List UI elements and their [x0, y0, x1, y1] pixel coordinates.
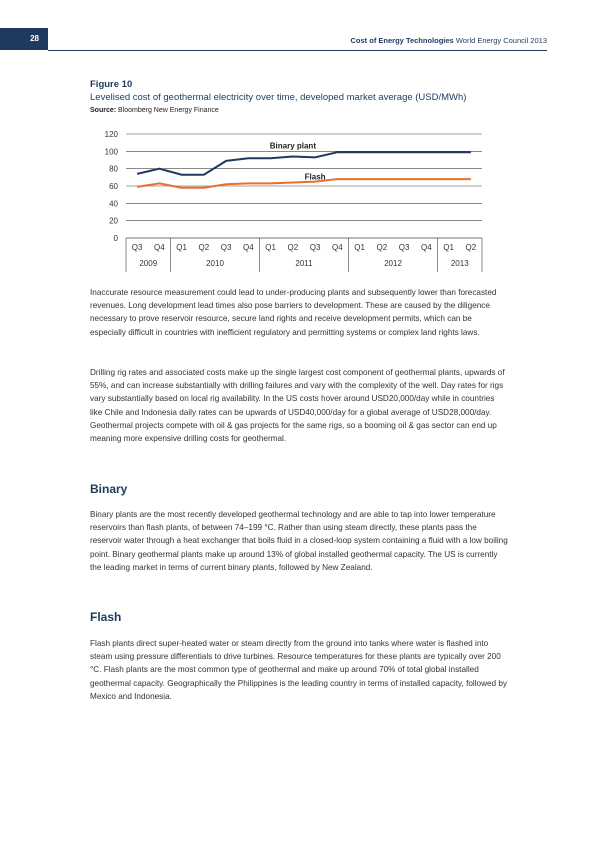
y-tick-label: 120 — [104, 130, 118, 139]
figure-source-text: Bloomberg New Energy Finance — [118, 107, 219, 114]
running-header — [351, 36, 547, 45]
y-tick-label: 20 — [109, 216, 118, 226]
page-number: 28 — [0, 28, 48, 50]
x-tick-label: Q3 — [398, 243, 410, 252]
heading-flash: Flash — [90, 610, 122, 624]
y-tick-label: 60 — [109, 182, 118, 191]
paragraph-flash: Flash plants direct super-heated water or steam directly from the ground into tanks where water is flashed into steam using pressure differentials to drive turbines. Resource temperatures for these plants are typically over 200 °C. Flash plants are the most common type of geothermal and make up around 70% of total global installed geothermal capacity. Geographically the Philippines is the leading country in terms of installed capacity, followed by Mexico and Indonesia. — [90, 639, 508, 701]
figure-title: Levelised cost of geothermal electricity over time, developed market average (USD/MWh) — [90, 92, 467, 103]
x-tick-label: Q2 — [198, 243, 210, 252]
x-tick-label: Q1 — [354, 243, 365, 252]
y-tick-label: 40 — [109, 199, 118, 209]
x-tick-label: Q1 — [265, 243, 276, 252]
running-title: Cost of Energy Technologies — [350, 36, 454, 45]
series-label: Flash — [304, 172, 326, 182]
y-tick-label: 80 — [109, 164, 118, 174]
x-tick-label: Q3 — [131, 243, 143, 252]
x-tick-label: Q4 — [154, 243, 165, 252]
x-tick-label: Q1 — [443, 243, 454, 252]
x-tick-label: Q4 — [421, 243, 432, 252]
figure-number: Figure 10 — [90, 79, 133, 90]
paragraph-resource-measurement: Inaccurate resource measurement could lead to under-producing plants and subsequently lower than forecasted revenues. Long development lead times also pose barriers to development. These are caused by the diligence necessary to prove reservoir resource, secure land rights and receive development permits, which can be especially difficult in countries with inefficient regulatory and permitting systems or complex land rights laws. — [90, 288, 497, 337]
year-label: 2011 — [295, 259, 313, 268]
running-publisher: World Energy Council 2013 — [455, 36, 547, 45]
x-tick-label: Q2 — [287, 243, 299, 252]
paragraph-binary: Binary plants are the most recently developed geothermal technology and are able to tap into lower temperature reservoirs than flash plants, of between 74–199 °C. Rather than using steam directly, these plants pass the reservoir water through a heat exchanger that boils fluid in a closed-loop system containing a fluid with a low boiling point. Binary geothermal plants make up around 13% of global installed geothermal capacity. The US is currently the leading market in terms of current binary plants, followed by New Zealand. — [90, 510, 508, 572]
figure-source — [90, 107, 219, 114]
x-tick-label: Q4 — [243, 243, 254, 252]
heading-binary: Binary — [90, 482, 128, 496]
y-tick-label: 0 — [113, 234, 118, 243]
x-tick-label: Q2 — [376, 243, 388, 252]
figure-source-label: Source: — [90, 107, 117, 114]
paragraph-drilling-costs: Drilling rig rates and associated costs make up the single largest cost component of geothermal plants, upwards of 55%, and can increase substantially with drilling failures and vary with the complexity of the well. Day rates for rigs vary substantially based on local rig availability. In the US costs hover around USD20,000/day while in countries like Chile and Indonesia daily rates can be upwards of USD40,000/day for a global average of USD28,000/day. Geothermal projects compete with oil & gas projects for the same rigs, so a booming oil & gas sector can end up meaning more expensive drilling costs for geothermal. — [90, 368, 505, 444]
x-tick-label: Q1 — [176, 243, 187, 252]
year-label: 2010 — [206, 259, 224, 268]
year-label: 2009 — [139, 259, 158, 268]
x-tick-label: Q2 — [465, 243, 477, 252]
x-tick-label: Q3 — [220, 243, 232, 252]
header-rule — [48, 50, 547, 51]
series-line-binary-plant — [137, 152, 471, 175]
line-chart — [90, 126, 510, 272]
year-label: 2013 — [450, 259, 469, 268]
x-tick-label: Q4 — [332, 243, 343, 252]
x-tick-label: Q3 — [309, 243, 321, 252]
y-tick-label: 100 — [104, 147, 118, 157]
year-label: 2012 — [384, 259, 402, 268]
series-label: Binary plant — [269, 141, 316, 151]
